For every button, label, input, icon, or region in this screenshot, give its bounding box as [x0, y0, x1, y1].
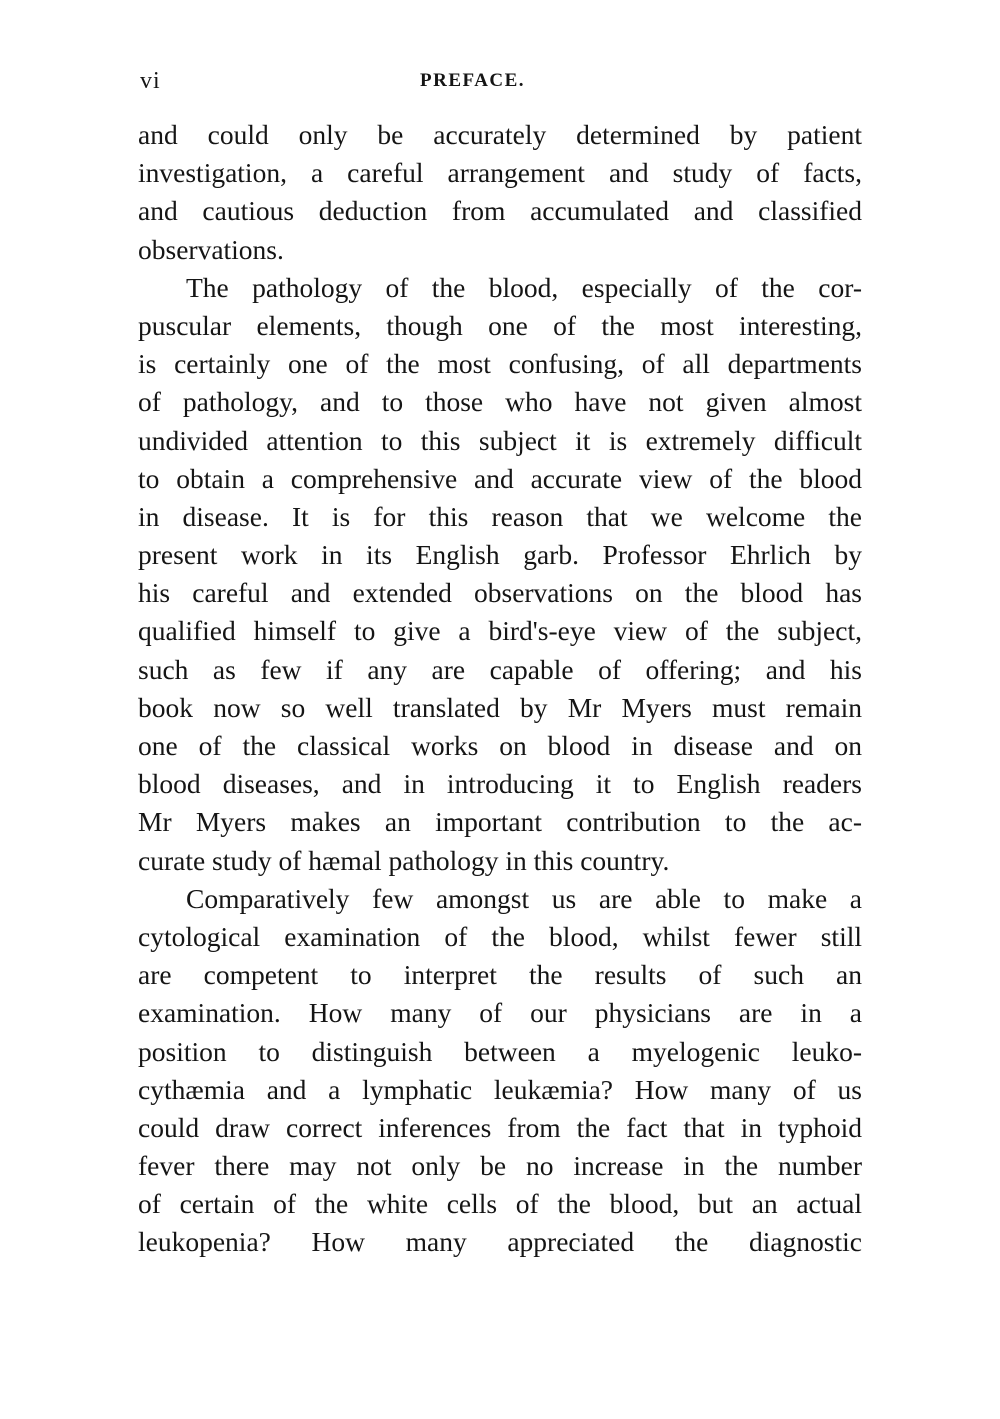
paragraph	[138, 269, 862, 880]
text-line: his careful and extended observations on the blood has	[138, 577, 862, 609]
text-line: Mr Myers makes an important contribution to the ac-	[138, 806, 862, 838]
text-line: in disease. It is for this reason that we welcome the	[138, 500, 862, 532]
text-line: observations.	[138, 233, 284, 265]
text-line: The pathology of the blood, especially of the cor-	[186, 271, 862, 303]
page-header	[140, 68, 862, 98]
text-line: blood diseases, and in introducing it to English readers	[138, 768, 862, 800]
paragraph	[138, 880, 862, 1262]
text-line: leukopenia? How many appreciated the diagnostic	[138, 1226, 862, 1258]
text-line: one of the classical works on blood in disease and on	[138, 730, 862, 761]
running-head: PREFACE.	[420, 70, 526, 91]
text-line: position to distinguish between a myelogenic leuko-	[138, 1035, 862, 1067]
text-line: cythæmia and a lymphatic leukæmia? How many of us	[138, 1073, 862, 1105]
text-line: fever there may not only be no increase in the number	[138, 1150, 862, 1182]
text-line: of certain of the white cells of the blood, but an actual	[138, 1188, 862, 1220]
preface-body-text	[138, 116, 862, 1262]
text-line: is certainly one of the most confusing, of all departments	[138, 348, 862, 380]
text-line: examination. How many of our physicians are in a	[138, 997, 862, 1029]
text-line: investigation, a careful arrangement and study of facts,	[138, 157, 862, 189]
text-line: puscular elements, though one of the most interesting,	[138, 309, 862, 341]
text-line: undivided attention to this subject it is extremely difficult	[138, 424, 862, 456]
text-line: qualified himself to give a bird's-eye view of the subject,	[138, 615, 862, 647]
text-line: book now so well translated by Mr Myers must remain	[138, 691, 862, 723]
text-line: to obtain a comprehensive and accurate view of the blood	[138, 462, 862, 494]
page-number: vi	[140, 68, 161, 94]
text-line: could draw correct inferences from the fact that in typhoid	[138, 1111, 862, 1143]
text-line: of pathology, and to those who have not given almost	[138, 386, 862, 418]
text-line: and cautious deduction from accumulated and classified	[138, 195, 862, 227]
text-line: curate study of hæmal pathology in this country.	[138, 844, 670, 876]
text-line: Comparatively few amongst us are able to make a	[186, 882, 862, 914]
paragraph	[138, 116, 862, 269]
text-line: cytological examination of the blood, whilst fewer still	[138, 920, 862, 952]
text-line: present work in its English garb. Professor Ehrlich by	[138, 539, 862, 571]
text-line: and could only be accurately determined by patient	[138, 119, 862, 150]
text-line: are competent to interpret the results of such an	[138, 959, 862, 991]
text-line: such as few if any are capable of offering; and his	[138, 653, 862, 685]
